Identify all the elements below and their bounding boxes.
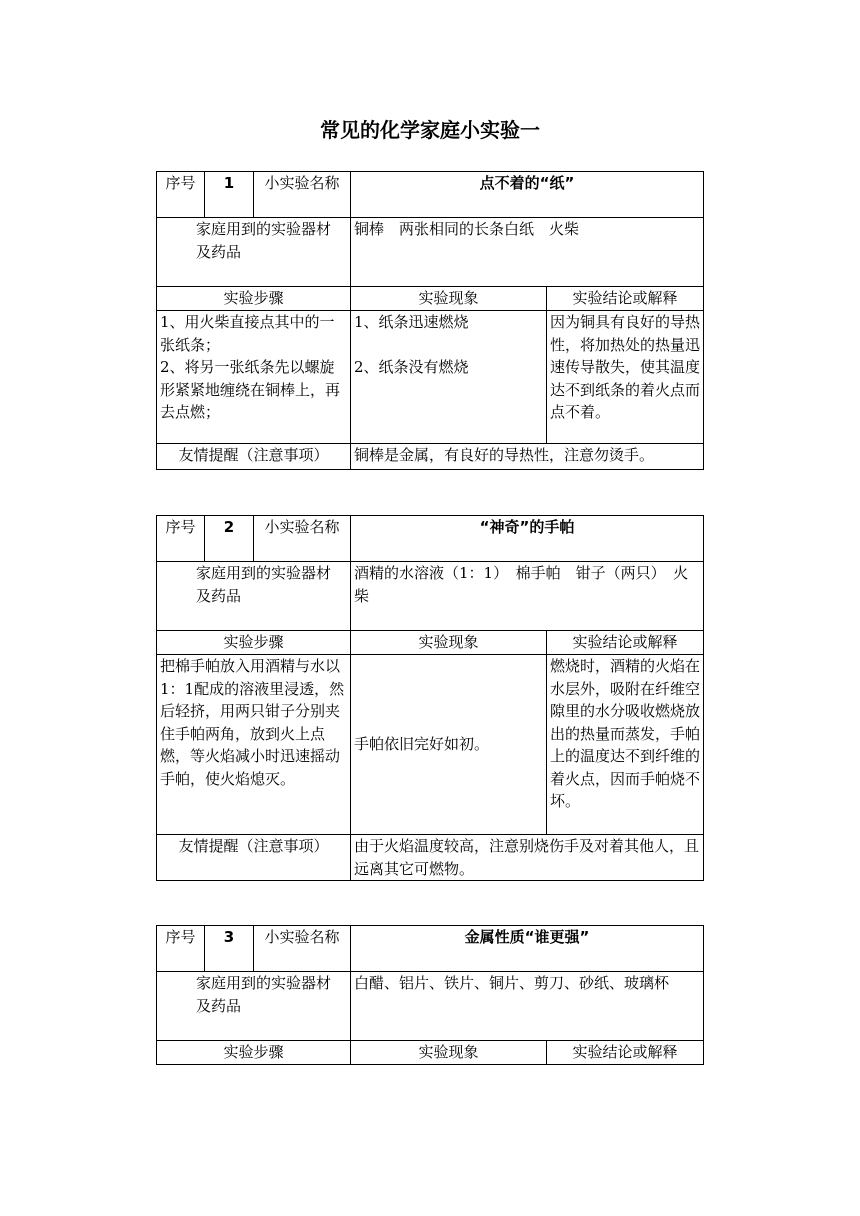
phenomena-header: 实验现象: [351, 631, 547, 655]
materials-value: 铜棒 两张相同的长条白纸 火柴: [351, 218, 704, 287]
experiment-name: “神奇”的手帕: [351, 516, 704, 562]
experiment-name: 金属性质“谁更强”: [351, 926, 704, 972]
experiment-number: 2: [205, 516, 254, 562]
seq-label: 序号: [157, 172, 205, 218]
materials-label: 家庭用到的实验器材 及药品: [157, 562, 351, 631]
steps-header: 实验步骤: [157, 287, 351, 311]
experiment-table-1: [156, 171, 704, 470]
reminder-label: 友情提醒（注意事项）: [157, 444, 351, 470]
name-label: 小实验名称: [254, 172, 351, 218]
reminder-value: 由于火焰温度较高，注意别烧伤手及对着其他人，且远离其它可燃物。: [351, 835, 704, 881]
materials-value: 酒精的水溶液（1：1） 棉手帕 钳子（两只） 火柴: [351, 562, 704, 631]
conclusion-cell: 燃烧时，酒精的火焰在水层外，吸附在纤维空隙里的水分吸收燃烧放出的热量而蒸发，手帕上的温度达不到纤维的着火点，因而手帕烧不坏。: [547, 655, 704, 835]
document-title: 常见的化学家庭小实验一: [320, 118, 540, 142]
experiment-number: 1: [205, 172, 254, 218]
experiment-table-2: [156, 515, 704, 881]
steps-header: 实验步骤: [157, 631, 351, 655]
materials-label: 家庭用到的实验器材 及药品: [157, 972, 351, 1041]
phenomena-cell: 手帕依旧完好如初。: [351, 655, 547, 835]
seq-label: 序号: [157, 516, 205, 562]
reminder-value: 铜棒是金属，有良好的导热性，注意勿烫手。: [351, 444, 704, 470]
conclusion-header: 实验结论或解释: [547, 1041, 704, 1065]
phenomenon-item: 1、纸条迅速燃烧: [354, 313, 469, 331]
conclusion-header: 实验结论或解释: [547, 287, 704, 311]
materials-label: 家庭用到的实验器材 及药品: [157, 218, 351, 287]
phenomena-cell: [351, 311, 547, 444]
phenomenon-item: 2、纸条没有燃烧: [354, 358, 469, 376]
conclusion-cell: 因为铜具有良好的导热性，将加热处的热量迅速传导散失，使其温度达不到纸条的着火点而点不着。: [547, 311, 704, 444]
phenomena-header: 实验现象: [351, 1041, 547, 1065]
experiment-number: 3: [205, 926, 254, 972]
experiment-table-3: [156, 925, 704, 1065]
reminder-label: 友情提醒（注意事项）: [157, 835, 351, 881]
steps-cell: 把棉手帕放入用酒精与水以1：1配成的溶液里浸透，然后轻挤，用两只钳子分别夹住手帕两角，放到火上点燃，等火焰减小时迅速摇动手帕，使火焰熄灭。: [157, 655, 351, 835]
step-item: 2、将另一张纸条先以螺旋形紧紧地缠绕在铜棒上，再去点燃；: [160, 358, 341, 421]
name-label: 小实验名称: [254, 926, 351, 972]
materials-value: 白醋、铝片、铁片、铜片、剪刀、砂纸、玻璃杯: [351, 972, 704, 1041]
step-item: 1、用火柴直接点其中的一张纸条；: [160, 313, 335, 354]
seq-label: 序号: [157, 926, 205, 972]
steps-cell: [157, 311, 351, 444]
name-label: 小实验名称: [254, 516, 351, 562]
conclusion-header: 实验结论或解释: [547, 631, 704, 655]
steps-header: 实验步骤: [157, 1041, 351, 1065]
phenomena-header: 实验现象: [351, 287, 547, 311]
experiment-name: 点不着的“纸”: [351, 172, 704, 218]
